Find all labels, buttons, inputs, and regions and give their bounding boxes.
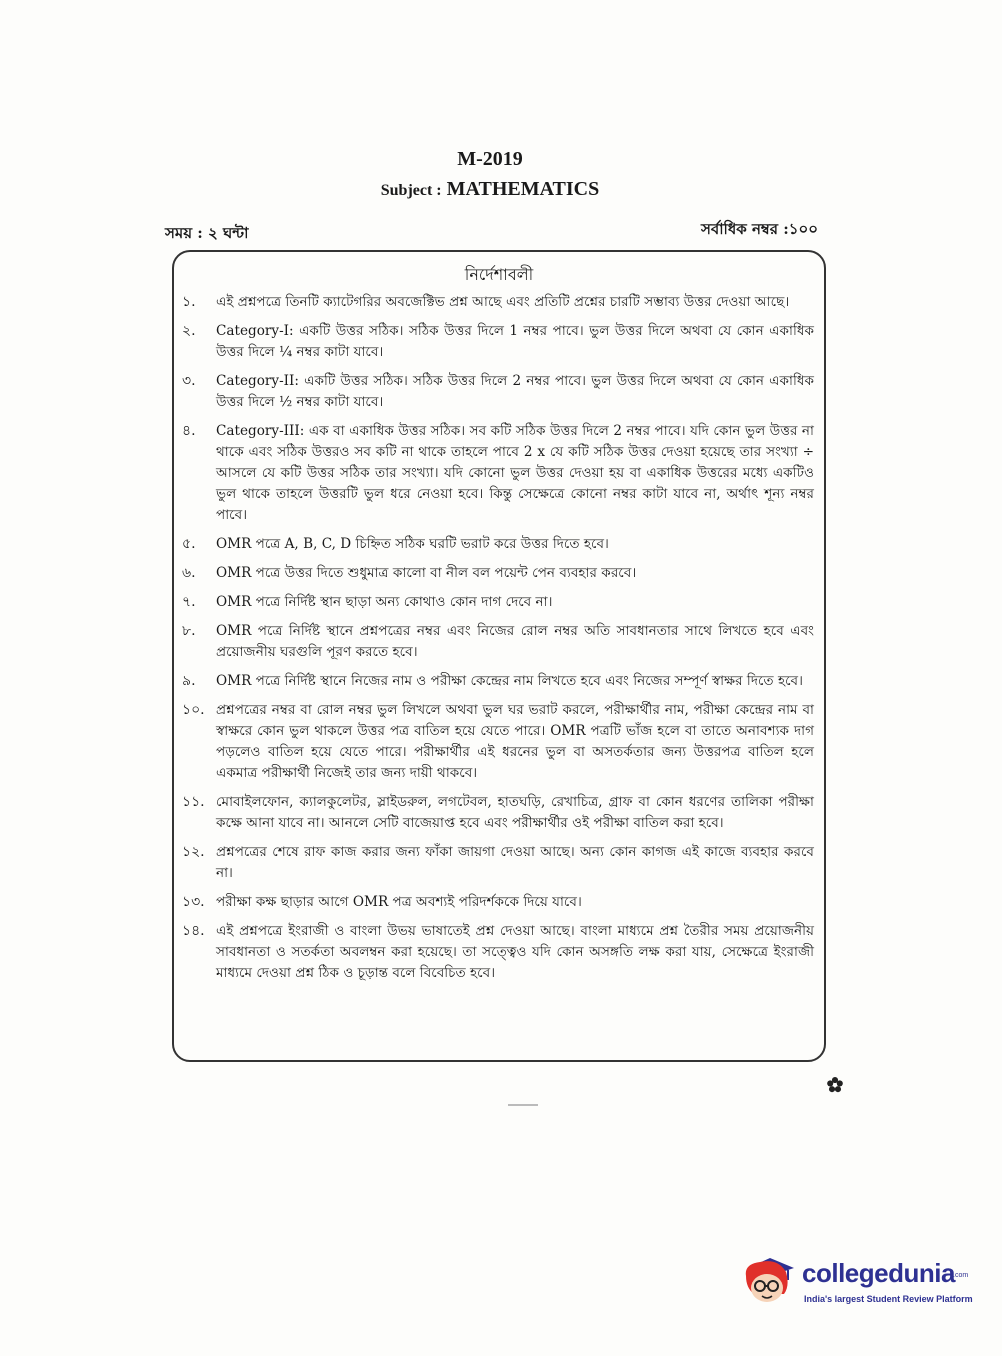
instruction-item (182, 592, 814, 613)
instruction-number: ৮. (182, 623, 196, 639)
instruction-number: ৩. (182, 373, 196, 389)
instruction-item (182, 700, 814, 784)
scan-mark (508, 1104, 538, 1106)
instructions-title: নির্দেশাবলী (464, 265, 534, 284)
instruction-number: ৬. (182, 565, 196, 581)
instruction-item (182, 563, 814, 584)
instruction-item (182, 421, 814, 526)
instruction-number: ১৪. (182, 923, 205, 939)
exam-duration: সময় : ২ ঘন্টা (165, 224, 249, 242)
paper-code: M-2019 (457, 148, 523, 170)
instruction-text: এই প্রশ্নপত্রে ইংরাজী ও বাংলা উভয় ভাষাতেই প্রশ্ন দেওয়া আছে। বাংলা মাধ্যমে প্রশ্ন তৈরীর সময় প্রয়োজনীয় সাবধানতা ও সতর্কতা অবলম্বন করা হয়েছে। তা সত্ত্বেও যদি কোন অসঙ্গতি লক্ষ করা যায়, সেক্ষেত্রে ইংরাজী মাধ্যমে দেওয়া প্রশ্ন ঠিক ও চূড়ান্ত বলে বিবেচিত হবে। (216, 923, 814, 981)
instruction-number: ৯. (182, 673, 196, 689)
brand-suffix: .com (953, 1272, 969, 1279)
brand-name: collegedunia (802, 1258, 955, 1288)
instruction-text: পরীক্ষা কক্ষ ছাড়ার আগে OMR পত্র অবশ্যই পরিদর্শককে দিয়ে যাবে। (216, 894, 582, 910)
instruction-number: ১০. (182, 702, 205, 718)
instruction-item (182, 842, 814, 884)
brand-tagline: India's largest Student Review Platform (804, 1294, 973, 1304)
instruction-text: মোবাইলফোন, ক্যালকুলেটর, স্লাইডরুল, লগটেবল, হাতঘড়ি, রেখাচিত্র, গ্রাফ বা কোন ধরণের তালিকা পরীক্ষা কক্ষে আনা যাবে না। আনলে সেটি বাজেয়াপ্ত হবে এবং পরীক্ষার্থীর ওই পরীক্ষা বাতিল করা হবে। (216, 794, 814, 831)
instruction-item (182, 921, 814, 984)
instruction-number: ১. (182, 294, 196, 310)
student-mascot-icon (740, 1246, 800, 1310)
full-marks: সর্বাধিক নম্বর :১০০ (700, 220, 818, 238)
instruction-number: ৭. (182, 594, 196, 610)
instruction-text: এই প্রশ্নপত্রে তিনটি ক্যাটেগরির অবজেক্টিভ প্রশ্ন আছে এবং প্রতিটি প্রশ্নের চারটি সম্ভাব্য উত্তর দেওয়া আছে। (216, 294, 790, 310)
instruction-text: Category-II: একটি উত্তর সঠিক। সঠিক উত্তর দিলে 2 নম্বর পাবে। ভুল উত্তর দিলে অথবা যে কোন একাধিক উত্তর দিলে ½ নম্বর কাটা যাবে। (216, 373, 814, 410)
instruction-number: ২. (182, 323, 196, 339)
subject-line (0, 178, 980, 201)
instruction-text: Category-I: একটি উত্তর সঠিক। সঠিক উত্তর দিলে 1 নম্বর পাবে। ভুল উত্তর দিলে অথবা যে কোন একাধিক উত্তর দিলে ¼ নম্বর কাটা যাবে। (216, 323, 814, 360)
instruction-item (182, 371, 814, 413)
instruction-number: ১৩. (182, 894, 205, 910)
instruction-text: OMR পত্রে উত্তর দিতে শুধুমাত্র কালো বা নীল বল পয়েন্ট পেন ব্যবহার করবে। (216, 565, 637, 581)
instruction-item (182, 892, 814, 913)
instruction-number: ১১. (182, 794, 205, 810)
instruction-item (182, 321, 814, 363)
instruction-text: OMR পত্রে নির্দিষ্ট স্থান ছাড়া অন্য কোথাও কোন দাগ দেবে না। (216, 594, 553, 610)
instruction-number: ৪. (182, 423, 196, 439)
instruction-number: ১২. (182, 844, 205, 860)
flower-icon (826, 1076, 844, 1094)
instruction-item (182, 671, 814, 692)
instruction-text: OMR পত্রে নির্দিষ্ট স্থানে প্রশ্নপত্রের নম্বর এবং নিজের রোল নম্বর অতি সাবধানতার সাথে লিখতে হবে এবং প্রয়োজনীয় ঘরগুলি পূরণ করতে হবে। (216, 623, 814, 660)
instruction-text: প্রশ্নপত্রের নম্বর বা রোল নম্বর ভুল লিখলে অথবা ভুল ঘর ভরাট করলে, পরীক্ষার্থীর নাম, পরীক্ষা কেন্দ্রের নাম বা স্বাক্ষরে কোন ভুল থাকলে উত্তর পত্র বাতিল হয়ে যেতে পারে। OMR পত্রটি ভাঁজ হলে বা তাতে অনাবশ্যক দাগ পড়লেও বাতিল হয়ে যেতে পারে। পরীক্ষার্থীর এই ধরনের ভুল বা অসতর্কতার জন্য উত্তরপত্র বাতিল হলে একমাত্র পরীক্ষার্থী নিজেই তার জন্য দায়ী থাকবে। (216, 702, 814, 781)
subject-value: MATHEMATICS (446, 178, 600, 200)
instruction-number: ৫. (182, 536, 196, 552)
subject-label: Subject : (380, 182, 442, 199)
instruction-text: OMR পত্রে নির্দিষ্ট স্থানে নিজের নাম ও পরীক্ষা কেন্দ্রের নাম লিখতে হবে এবং নিজের সম্পূর্ণ স্বাক্ষর দিতে হবে। (216, 673, 803, 689)
collegedunia-watermark[interactable] (740, 1246, 973, 1318)
instruction-item (182, 621, 814, 663)
instruction-item (182, 292, 814, 313)
instruction-item (182, 792, 814, 834)
instructions-list (182, 292, 814, 992)
instruction-text: প্রশ্নপত্রের শেষে রাফ কাজ করার জন্য ফাঁকা জায়গা দেওয়া আছে। অন্য কোন কাগজ এই কাজে ব্যবহার করবে না। (216, 844, 814, 881)
instruction-item (182, 534, 814, 555)
instruction-text: OMR পত্রে A, B, C, D চিহ্নিত সঠিক ঘরটি ভরাট করে উত্তর দিতে হবে। (216, 536, 609, 552)
instruction-text: Category-III: এক বা একাধিক উত্তর সঠিক। সব কটি সঠিক উত্তর দিলে 2 নম্বর পাবে। যদি কোন ভুল উত্তর না থাকে এবং সঠিক উত্তরও সব কটি না থাকে তাহলে পাবে 2 x যে কটি সঠিক উত্তর দেওয়া হয়েছে তার সংখ্যা ÷ আসলে যে কটি উত্তর সঠিক তার সংখ্যা। যদি কোনো ভুল উত্তর দেওয়া হয় বা একাধিক উত্তরের মধ্যে একটিও ভুল থাকে তাহলে উত্তরটি ভুল ধরে নেওয়া হবে। কিন্তু সেক্ষেত্রে কোনো নম্বর কাটা যাবে না, অর্থাৎ শূন্য নম্বর পাবে। (216, 423, 814, 523)
instructions-box (172, 250, 826, 1062)
